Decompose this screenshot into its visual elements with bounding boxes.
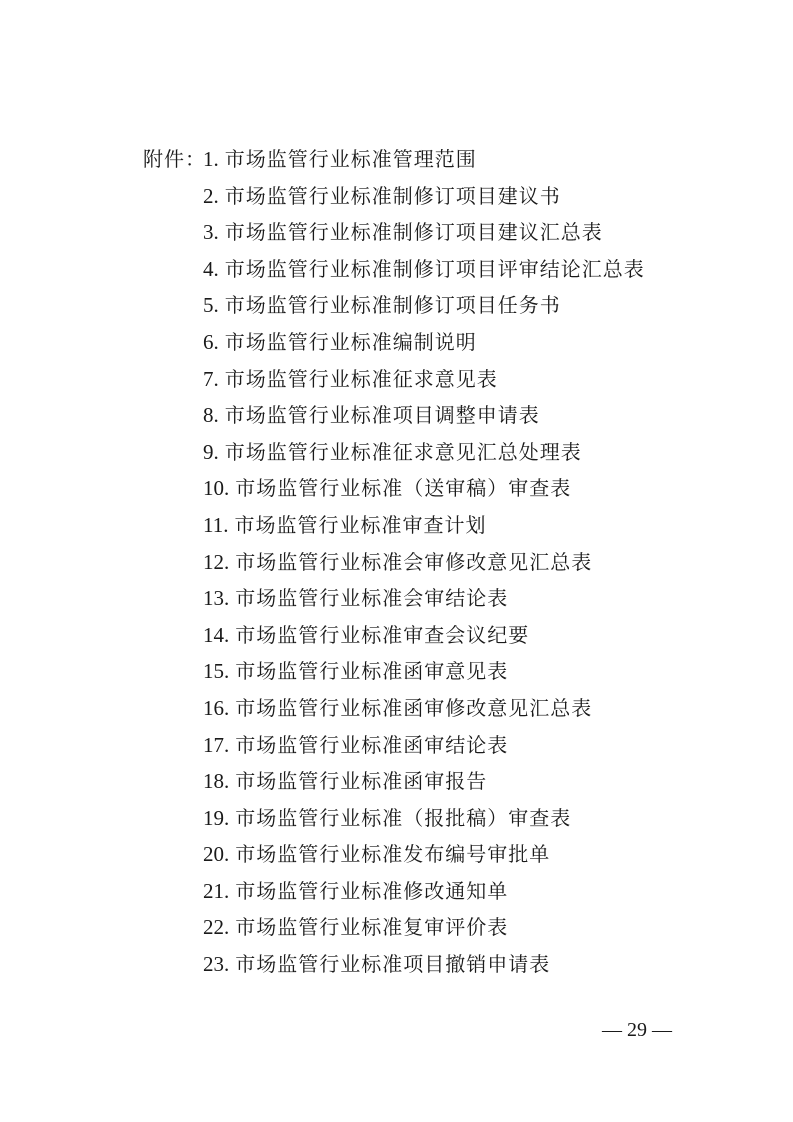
attachment-item bbox=[203, 690, 645, 727]
attachment-title: 市场监管行业标准制修订项目建议汇总表 bbox=[224, 220, 603, 245]
attachment-number: 8. bbox=[203, 403, 219, 428]
attachment-title: 市场监管行业标准管理范围 bbox=[224, 147, 477, 171]
attachment-number: 12. bbox=[203, 549, 230, 574]
attachment-title: 市场监管行业标准项目调整申请表 bbox=[224, 403, 540, 428]
attachment-number: 6. bbox=[203, 329, 219, 354]
attachment-number: 22. bbox=[203, 915, 230, 940]
attachment-title: 市场监管行业标准（报批稿）审查表 bbox=[235, 805, 572, 830]
attachment-item bbox=[203, 251, 645, 288]
attachment-number: 17. bbox=[203, 732, 230, 757]
attachment-item bbox=[203, 946, 645, 983]
attachment-item bbox=[203, 287, 645, 324]
attachment-number: 14. bbox=[203, 622, 230, 647]
attachment-item bbox=[203, 214, 645, 251]
attachment-number: 21. bbox=[203, 878, 230, 903]
attachment-number: 23. bbox=[203, 952, 230, 977]
attachment-title: 市场监管行业标准项目撤销申请表 bbox=[235, 952, 551, 977]
attachment-number: 18. bbox=[203, 769, 230, 794]
attachment-title: 市场监管行业标准审查会议纪要 bbox=[235, 622, 530, 647]
attachment-number: 1. bbox=[203, 147, 219, 171]
attachments-list bbox=[203, 141, 645, 983]
attachment-number: 5. bbox=[203, 293, 219, 318]
attachment-item bbox=[203, 836, 645, 873]
attachment-number: 13. bbox=[203, 586, 230, 611]
attachment-title: 市场监管行业标准函审报告 bbox=[235, 769, 488, 794]
attachment-title: 市场监管行业标准会审结论表 bbox=[235, 586, 509, 611]
attachment-title: 市场监管行业标准函审结论表 bbox=[235, 732, 509, 757]
attachment-title: 市场监管行业标准征求意见汇总处理表 bbox=[224, 439, 582, 464]
attachment-number: 10. bbox=[203, 476, 230, 501]
attachment-title: 市场监管行业标准发布编号审批单 bbox=[235, 842, 551, 867]
attachment-title: 市场监管行业标准制修订项目建议书 bbox=[224, 183, 561, 208]
attachment-number: 2. bbox=[203, 183, 219, 208]
attachment-number: 19. bbox=[203, 805, 230, 830]
attachments-label: 附件： bbox=[143, 147, 206, 171]
attachment-title: 市场监管行业标准征求意见表 bbox=[224, 366, 498, 391]
attachment-title: 市场监管行业标准审查计划 bbox=[234, 512, 487, 537]
attachment-item bbox=[203, 361, 645, 398]
attachment-title: 市场监管行业标准制修订项目任务书 bbox=[224, 293, 561, 318]
attachment-item bbox=[203, 653, 645, 690]
attachment-item bbox=[203, 544, 645, 581]
attachment-item bbox=[203, 873, 645, 910]
attachment-number: 9. bbox=[203, 439, 219, 464]
attachment-item bbox=[203, 617, 645, 654]
attachment-number: 7. bbox=[203, 366, 219, 391]
attachment-title: 市场监管行业标准会审修改意见汇总表 bbox=[235, 549, 593, 574]
attachment-title: 市场监管行业标准（送审稿）审查表 bbox=[235, 476, 572, 501]
page-number: — 29 — bbox=[602, 1019, 672, 1041]
attachment-item bbox=[203, 580, 645, 617]
attachment-item bbox=[203, 727, 645, 764]
attachment-item bbox=[203, 800, 645, 837]
attachment-title: 市场监管行业标准函审意见表 bbox=[235, 659, 509, 684]
attachment-title: 市场监管行业标准修改通知单 bbox=[235, 878, 509, 903]
attachment-number: 16. bbox=[203, 695, 230, 720]
attachment-item bbox=[203, 507, 645, 544]
attachment-item bbox=[203, 141, 645, 178]
attachment-number: 15. bbox=[203, 659, 230, 684]
attachment-item bbox=[203, 397, 645, 434]
attachment-number: 20. bbox=[203, 842, 230, 867]
attachment-number: 11. bbox=[203, 512, 229, 537]
attachment-title: 市场监管行业标准制修订项目评审结论汇总表 bbox=[224, 256, 645, 281]
attachment-item bbox=[203, 763, 645, 800]
attachment-item bbox=[203, 434, 645, 471]
attachment-item bbox=[203, 470, 645, 507]
attachment-number: 4. bbox=[203, 256, 219, 281]
attachment-title: 市场监管行业标准编制说明 bbox=[224, 329, 477, 354]
attachment-item bbox=[203, 909, 645, 946]
attachment-item bbox=[203, 324, 645, 361]
attachment-item bbox=[203, 178, 645, 215]
attachment-title: 市场监管行业标准函审修改意见汇总表 bbox=[235, 695, 593, 720]
attachment-title: 市场监管行业标准复审评价表 bbox=[235, 915, 509, 940]
attachment-number: 3. bbox=[203, 220, 219, 245]
